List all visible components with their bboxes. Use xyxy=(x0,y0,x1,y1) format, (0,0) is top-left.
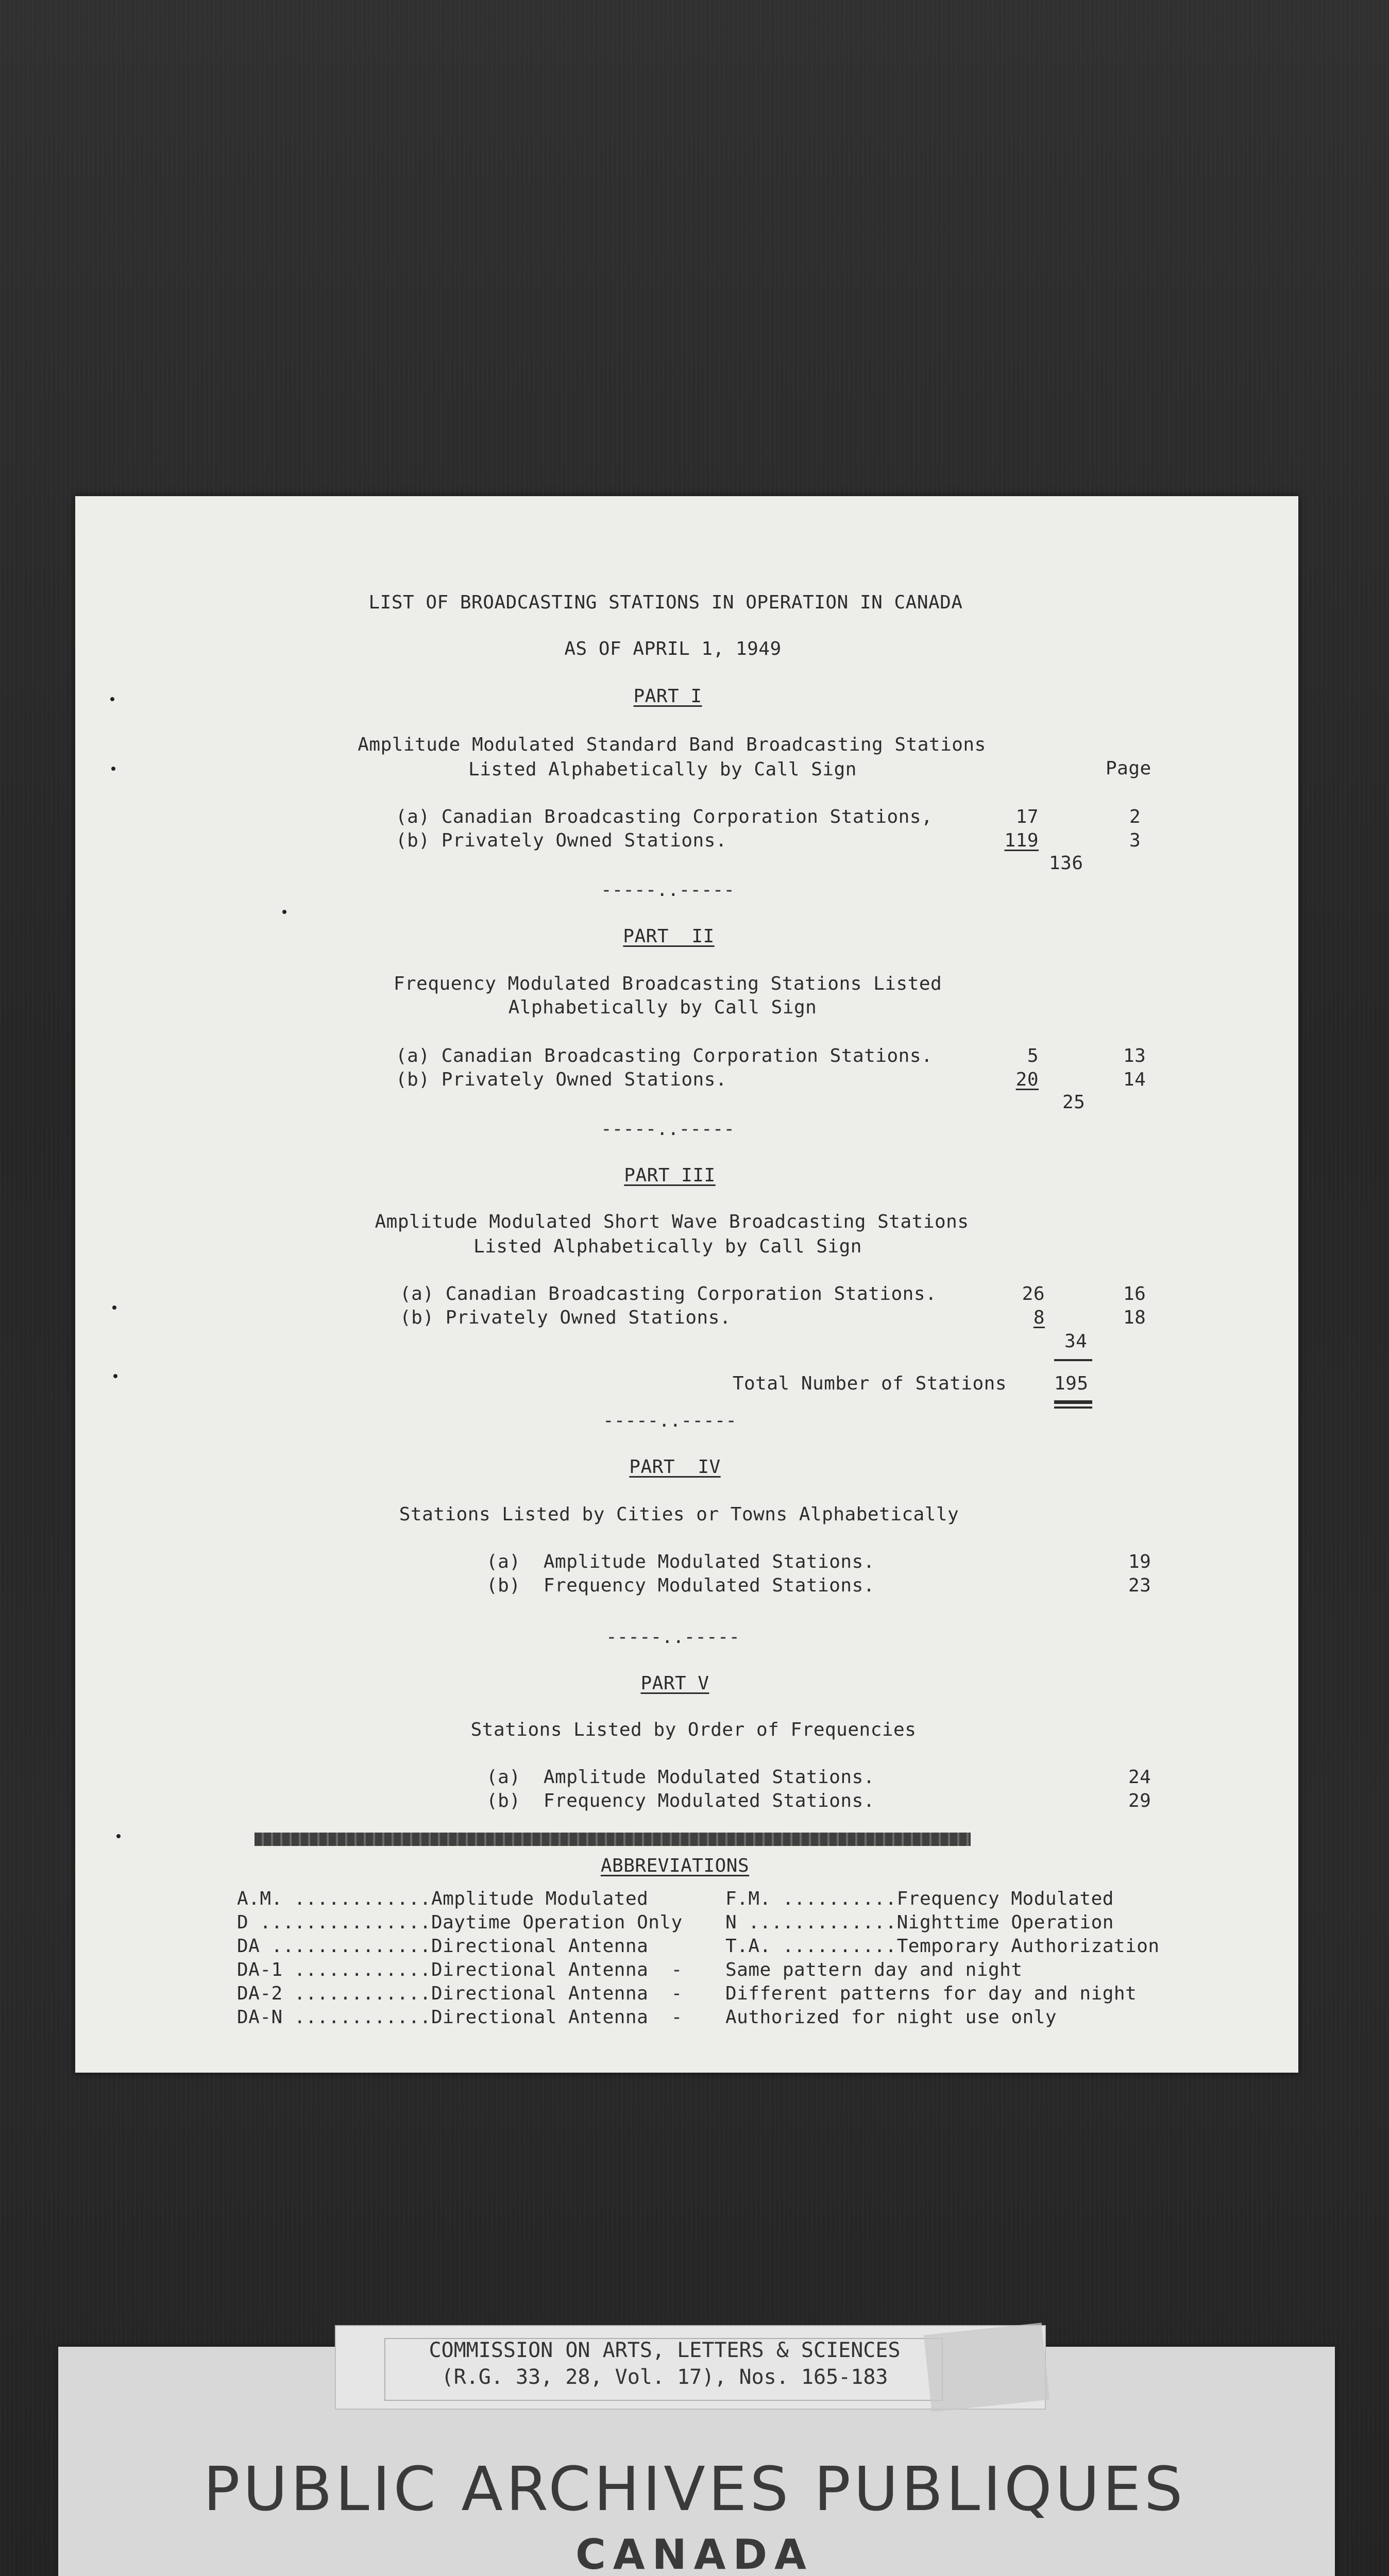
archive-name: PUBLIC ARCHIVES PUBLIQUES xyxy=(203,2453,1186,2524)
collection-tag-line: COMMISSION ON ARTS, LETTERS & SCIENCES xyxy=(429,2338,901,2362)
margin-speck xyxy=(113,1374,117,1378)
part2-item-a: (a) Canadian Broadcasting Corporation Stations. xyxy=(396,1045,933,1066)
section-separator: -----..----- xyxy=(605,1626,740,1648)
part1-page-b: 3 xyxy=(1129,830,1141,851)
section-separator: -----..----- xyxy=(600,1118,735,1140)
part5-item-a: (a) Amplitude Modulated Stations. xyxy=(486,1767,875,1788)
part5-description: Stations Listed by Order of Frequencies xyxy=(470,1719,917,1740)
part1-item-a: (a) Canadian Broadcasting Corporation Stations, xyxy=(396,806,933,827)
part3-count-a: 26 xyxy=(1022,1283,1045,1304)
part2-item-b: (b) Privately Owned Stations. xyxy=(396,1069,727,1090)
total-double-rule xyxy=(1054,1400,1092,1404)
document-title: LIST OF BROADCASTING STATIONS IN OPERATION IN CANADA xyxy=(368,592,963,613)
part3-description: Amplitude Modulated Short Wave Broadcasting Stations xyxy=(375,1211,969,1232)
part5-item-b: (b) Frequency Modulated Stations. xyxy=(486,1790,875,1811)
abbreviation-entry: D ...............Daytime Operation Only xyxy=(237,1912,683,1933)
abbreviation-entry: DA-2 ............Directional Antenna - xyxy=(237,1983,683,2004)
part5-page-b: 29 xyxy=(1128,1790,1151,1811)
collection-tag-line: (R.G. 33, 28, Vol. 17), Nos. 165-183 xyxy=(441,2365,888,2389)
part4-description: Stations Listed by Cities or Towns Alphabetically xyxy=(399,1504,959,1525)
margin-speck xyxy=(116,1834,121,1838)
part1-subtotal: 136 xyxy=(1049,853,1083,874)
part2-description: Frequency Modulated Broadcasting Stations Listed xyxy=(393,973,942,994)
margin-speck xyxy=(112,1306,116,1310)
archive-country: CANADA xyxy=(575,2531,814,2576)
total-double-rule xyxy=(1054,1406,1092,1409)
part3-item-a: (a) Canadian Broadcasting Corporation Stations. xyxy=(400,1283,937,1304)
abbreviation-entry: Same pattern day and night xyxy=(725,1959,1023,1980)
page-column-header: Page xyxy=(1106,758,1151,779)
part4-page-b: 23 xyxy=(1128,1575,1151,1596)
total-label: Total Number of Stations xyxy=(732,1373,1007,1394)
part4-item-b: (b) Frequency Modulated Stations. xyxy=(486,1575,875,1596)
abbreviation-entry: T.A. ..........Temporary Authorization xyxy=(725,1936,1160,1957)
part2-count-a: 5 xyxy=(1027,1045,1039,1066)
abbreviation-entry: DA-N ............Directional Antenna - xyxy=(237,2007,683,2028)
part1-item-b: (b) Privately Owned Stations. xyxy=(396,830,727,851)
part4-heading: PART IV xyxy=(629,1456,721,1478)
part3-count-b: 8 xyxy=(1033,1307,1045,1328)
margin-speck xyxy=(110,697,114,701)
margin-speck xyxy=(111,767,115,771)
document-date: AS OF APRIL 1, 1949 xyxy=(564,638,782,659)
total-count: 195 xyxy=(1054,1373,1089,1394)
abbreviation-entry: DA ..............Directional Antenna xyxy=(237,1936,649,1957)
part2-subtotal: 25 xyxy=(1062,1092,1086,1113)
abbreviation-entry: Different patterns for day and night xyxy=(725,1983,1137,2004)
part3-page-b: 18 xyxy=(1123,1307,1146,1328)
part3-subtotal: 34 xyxy=(1064,1331,1088,1352)
part2-description: Alphabetically by Call Sign xyxy=(508,997,817,1018)
part1-count-b: 119 xyxy=(1004,830,1039,851)
abbreviation-entry: A.M. ............Amplitude Modulated xyxy=(237,1888,649,1909)
part2-page-b: 14 xyxy=(1123,1069,1146,1090)
part2-heading: PART II xyxy=(623,926,715,947)
abbreviation-entry: DA-1 ............Directional Antenna - xyxy=(237,1959,683,1980)
abbreviation-entry: F.M. ..........Frequency Modulated xyxy=(725,1888,1114,1909)
total-rule xyxy=(1054,1359,1092,1361)
part2-page-a: 13 xyxy=(1123,1045,1146,1066)
part1-description: Amplitude Modulated Standard Band Broadcasting Stations xyxy=(358,734,986,755)
abbreviations-heading: ABBREVIATIONS xyxy=(600,1855,750,1876)
part5-heading: PART V xyxy=(640,1673,709,1694)
section-separator: -----..----- xyxy=(600,879,735,901)
part3-page-a: 16 xyxy=(1123,1283,1146,1304)
margin-speck xyxy=(282,910,286,914)
part4-page-a: 19 xyxy=(1128,1551,1151,1572)
part3-item-b: (b) Privately Owned Stations. xyxy=(400,1307,732,1328)
part3-description: Listed Alphabetically by Call Sign xyxy=(473,1236,862,1257)
part1-count-a: 17 xyxy=(1015,806,1039,827)
part2-count-b: 20 xyxy=(1015,1069,1039,1090)
abbreviation-entry: Authorized for night use only xyxy=(725,2007,1057,2028)
part5-page-a: 24 xyxy=(1128,1767,1151,1788)
struck-out-line xyxy=(255,1833,971,1846)
part3-heading: PART III xyxy=(624,1165,716,1186)
part1-page-a: 2 xyxy=(1129,806,1141,827)
abbreviation-entry: N .............Nighttime Operation xyxy=(725,1912,1114,1933)
section-separator: -----..----- xyxy=(602,1410,737,1431)
part4-item-a: (a) Amplitude Modulated Stations. xyxy=(486,1551,875,1572)
part1-heading: PART I xyxy=(633,686,702,707)
part1-description: Listed Alphabetically by Call Sign xyxy=(468,759,857,780)
tape-strip xyxy=(924,2323,1049,2412)
